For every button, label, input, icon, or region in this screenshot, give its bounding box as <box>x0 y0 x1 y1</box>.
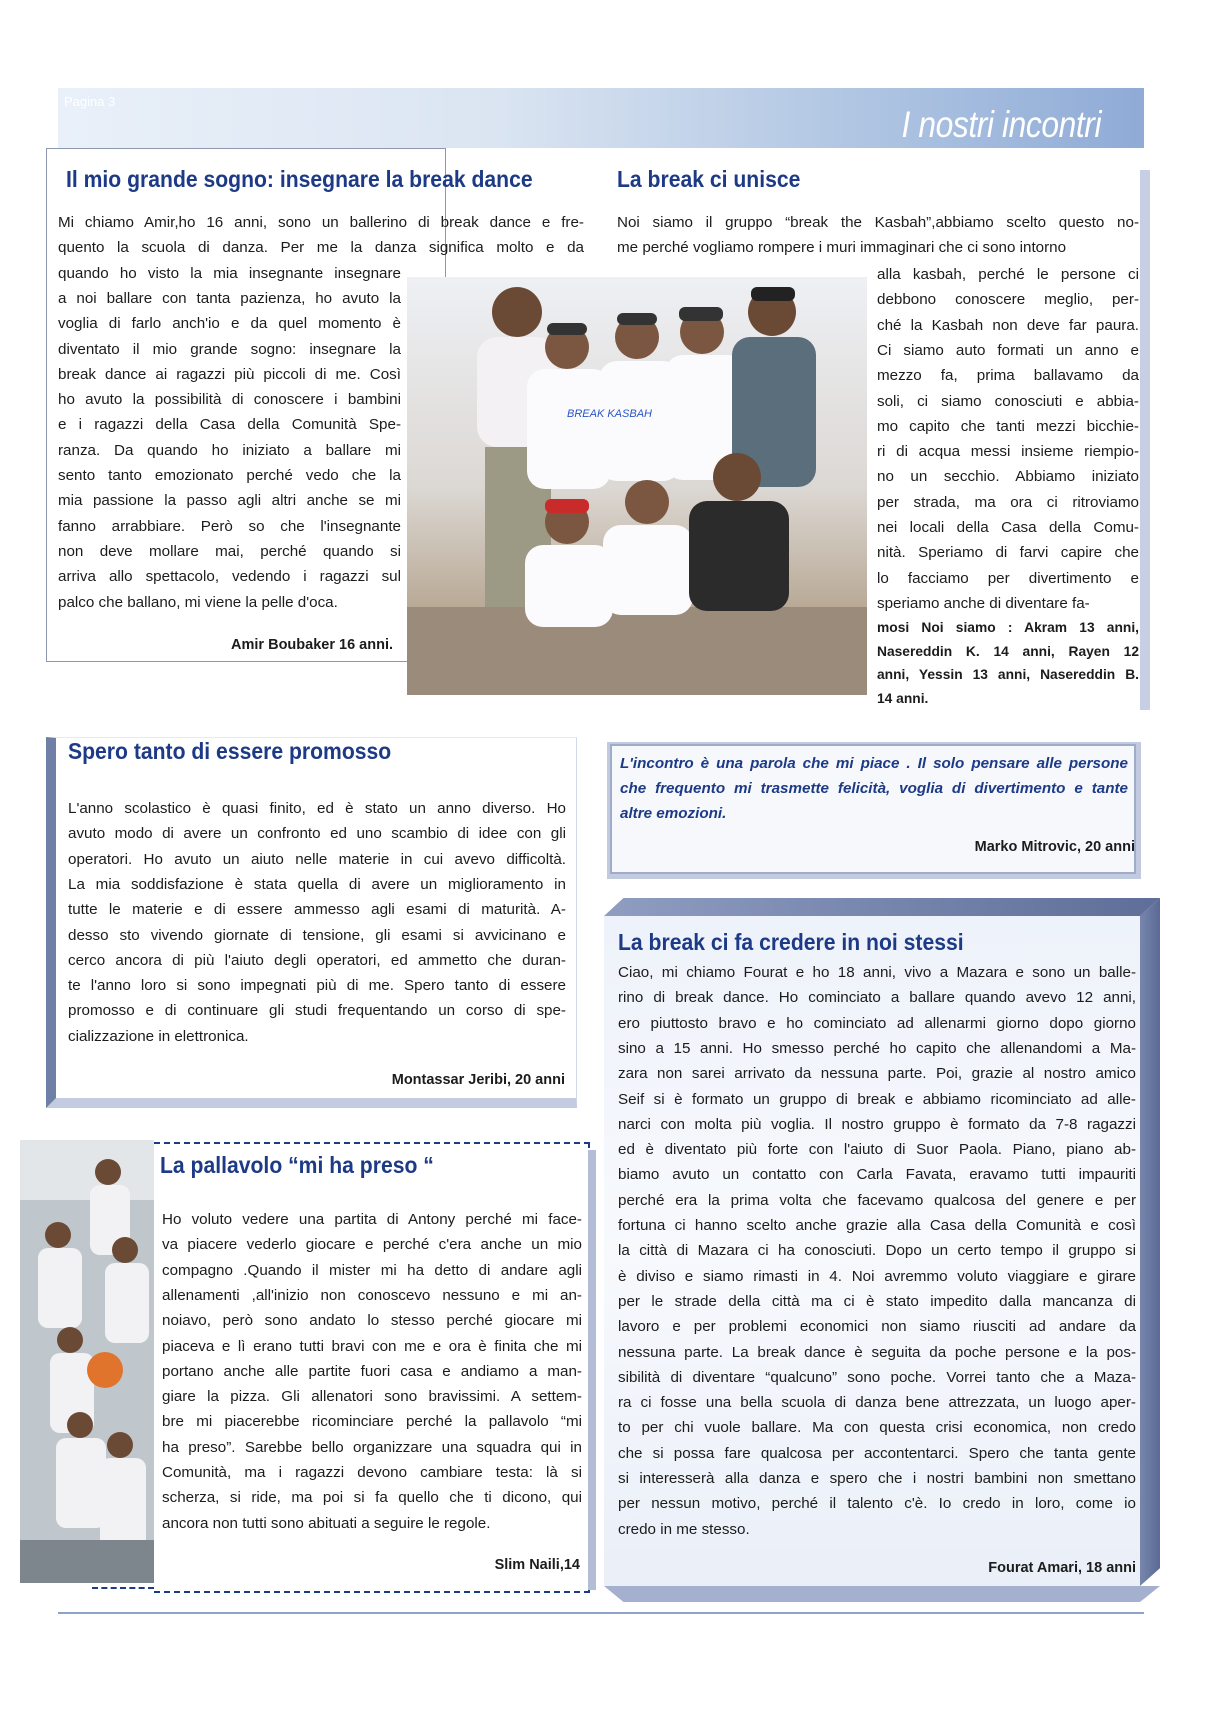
text-line: credo in me stesso. <box>618 1520 750 1538</box>
text-line: sento tanto emozionato perché vedo che la <box>58 467 401 484</box>
text-line: nessuna parte. La break dance è seguita da poche persone e la pos- <box>618 1343 1136 1361</box>
text-line: è diviso e siamo rimasti in 4. Noi avremmo voluto viaggiare e girare <box>618 1267 1136 1285</box>
article2-shadow <box>1140 170 1150 710</box>
text-line: to per chi vuole ballare. Ma con questa crisi economica, non credo <box>618 1419 1136 1437</box>
article2-title: La break ci unisce <box>617 166 801 192</box>
text-line: me perché vogliamo rompere i muri immaginari che ci sono intorno <box>617 239 1067 257</box>
text-line: debbono conoscere meglio, per- <box>877 291 1139 309</box>
article5-box-bottom <box>604 1586 1160 1602</box>
text-line: quando ho visto la mia insegnante insegnare <box>58 264 401 282</box>
text-line: sibilità di diventare “qualcuno” sono poche. Vorrei tanto che a Maza- <box>618 1368 1136 1386</box>
dance-group-illustration <box>407 277 867 695</box>
article4-signature: Slim Naili,14 <box>494 1557 580 1573</box>
text-line: bre mi piacerebbe ricominciare perché la pallavolo “mi <box>162 1413 582 1431</box>
text-line: e i ragazzi della Casa della Comunità Spe- <box>58 416 401 434</box>
text-line: avuto modo di avere un confronto ed uno scambio di idee con gli <box>68 825 566 843</box>
article4-shadow <box>588 1150 596 1590</box>
text-line: Ci siamo auto formati un anno e <box>877 341 1139 359</box>
text-line: ché la Kasbah non deve far paura. <box>877 316 1139 334</box>
text-line: L'incontro è una parola che mi piace . Il solo pensare alle persone <box>620 755 1128 772</box>
volleyball-team-illustration <box>20 1140 154 1583</box>
text-line: mo capito che tanti mezzi bicchie- <box>877 417 1139 435</box>
text-line: no un secchio. Abbiamo iniziato <box>877 468 1139 486</box>
text-line: sino a 15 anni. Ho smesso perché ho capito che allenandomi a Ma- <box>618 1039 1136 1057</box>
article3-title: Spero tanto di essere promosso <box>68 738 392 764</box>
text-line: rino di break dance. Ho cominciato a ballare quando avevo 12 anni, <box>618 989 1136 1007</box>
text-line: ancora non tutti sono abituati a seguire le regole. <box>162 1514 491 1532</box>
dance-group-photo <box>407 277 867 695</box>
text-line: anni, Yessin 13 anni, Nasereddin B. <box>877 667 1139 682</box>
article3-signature: Montassar Jeribi, 20 anni <box>391 1072 565 1088</box>
text-line: ho avuto la possibilità di conoscere i bambini <box>58 391 401 409</box>
text-line: break dance ai ragazzi più piccoli di me. Così <box>58 365 401 383</box>
text-line: palco che ballano, mi viene la pelle d'oca. <box>58 593 338 611</box>
text-line: giare la pizza. Gli allenatori sono bravissimi. A settem- <box>162 1388 582 1406</box>
text-line: fortuna ci hanno scelto anche grazie alla Casa della Comunità e così <box>618 1217 1136 1234</box>
text-line: biamo avuto un contatto con Carla Favata, eravamo tutti impauriti <box>618 1166 1136 1184</box>
text-line: Ciao, mi chiamo Fourat e ho 18 anni, vivo a Mazara e sono un balle- <box>618 964 1136 981</box>
text-line: a noi ballare con tanta pazienza, ho avuto la <box>58 289 401 307</box>
volleyball-team-photo <box>20 1140 154 1583</box>
text-line: operatori. Ho avuto un aiuto nelle materie in cui avevo difficoltà. <box>68 850 566 868</box>
text-line: Seif si è formato un gruppo di break e abbiamo ricominciato ad alle- <box>618 1090 1136 1108</box>
text-line: perché era la prima volta che facevamo qualcosa del genere e per <box>618 1191 1136 1209</box>
text-line: voglia di farlo anch'io e da quel momento è <box>58 315 401 333</box>
text-line: ha preso”. Sarebbe bello organizzare una squadra qui in <box>162 1438 582 1456</box>
text-line: narci con molta più voglia. Il nostro gruppo è formato da 7-8 ragazzi <box>618 1115 1136 1133</box>
text-line: alla kasbah, perché le persone ci <box>877 266 1139 283</box>
text-line: te l'anno loro si sono impegnati più di me. Spero tanto di essere <box>68 977 566 995</box>
text-line: noiavo, però sono andato lo stesso perché giocare mi <box>162 1312 582 1330</box>
text-line: ri di acqua messi insieme riempio- <box>877 443 1139 461</box>
text-line: ranza. Da quando ho iniziato a ballare mi <box>58 441 401 459</box>
text-line: tutte le materie e di essere ammesso agli esami di maturità. A- <box>68 901 566 919</box>
text-line: zara non sarei arrivato da nessuna parte. Poi, grazie al nostro amico <box>618 1065 1136 1083</box>
text-line: promosso e di continuare gli studi frequentando un corso di spe- <box>68 1002 566 1020</box>
text-line: lavoro e per problemi economici non siamo riusciti ad andare da <box>618 1318 1136 1336</box>
text-line: si interesserà alla danza e spero che i nostri bambini non smettano <box>618 1470 1136 1487</box>
text-line: Ho voluto vedere una partita di Antony perché mi face- <box>162 1211 582 1228</box>
text-line: la città di Mazara ci ha conosciuti. Dopo un certo tempo il gruppo si <box>618 1242 1136 1260</box>
section-title: I nostri incontri <box>901 104 1101 145</box>
article5-box-top <box>604 898 1160 916</box>
text-line: altre emozioni. <box>620 805 727 822</box>
text-line: cerco ancora di più l'aiuto degli operatori, ed ammetto che duran- <box>68 951 566 969</box>
text-line: Nasereddin K. 14 anni, Rayen 12 <box>877 643 1139 659</box>
text-line: fanno arrabbiare. Però so che l'insegnante <box>58 517 401 535</box>
text-line: diventato il mio grande sogno: insegnare la <box>58 340 401 358</box>
article5-box-side <box>1140 898 1160 1586</box>
text-line: che si possa fare qualcosa per accontentarci. Spero che tanta gente <box>618 1444 1136 1462</box>
shirt-logo-text: BREAK KASBAH <box>567 408 652 420</box>
text-line: non deve mollare mai, perché quando si <box>58 542 401 560</box>
text-line: ra ci fosse una bella scuola di danza bene attrezzata, un luogo aper- <box>618 1394 1136 1412</box>
text-line: mia passione la passo agli altri anche se mi <box>58 492 401 510</box>
text-line: Noi siamo il gruppo “break the Kasbah”,abbiamo scelto questo no- <box>617 214 1139 231</box>
text-line: speriamo anche di diventare fa- <box>877 594 1090 612</box>
text-line: Comunità, ma i ragazzi devono cambiare testa: là si <box>162 1464 582 1481</box>
text-line: ero piuttosto bravo e ho cominciato ad allenarmi giorno dopo giorno <box>618 1014 1136 1032</box>
text-line: nei locali della Casa della Comu- <box>877 519 1139 536</box>
text-line: per strada, ma ora ci ritroviamo <box>877 493 1139 511</box>
text-line: portano anche alle partite fuori casa e andiamo a man- <box>162 1362 582 1380</box>
text-line: cializzazione in elettronica. <box>68 1027 249 1045</box>
text-line: mosi Noi siamo : Akram 13 anni, <box>877 620 1139 635</box>
text-line: La mia soddisfazione è stata quella di avere un miglioramento in <box>68 875 566 893</box>
text-line: allenamenti ,all'inizio non conoscevo nessuno e mi an- <box>162 1286 582 1304</box>
text-line: desso sto vivendo giornate di tensione, gli esami si avvicinano e <box>68 926 566 944</box>
text-line: ed è diventato più forte con l'aiuto di Suor Paola. Piano, piano ab- <box>618 1141 1136 1159</box>
text-line: nità. Speriamo di farvi capire che <box>877 544 1139 562</box>
text-line: compagno .Quando il mister mi ha detto di andare agli <box>162 1261 582 1279</box>
text-line: va piacere vederlo giocare e perché c'era anche un mio <box>162 1236 582 1254</box>
article5-title: La break ci fa credere in noi stessi <box>618 929 964 955</box>
article4-dashed-frame-bottom-left <box>92 1587 154 1589</box>
text-line: Mi chiamo Amir,ho 16 anni, sono un ballerino di break dance e fre- <box>58 214 584 231</box>
footer-rule <box>58 1612 1144 1614</box>
page-number: Pagina 3 <box>64 94 116 109</box>
text-line: soli, ci siamo conosciuti e abbia- <box>877 392 1139 410</box>
text-line: per le strade della città ma ci è stato impedito dalla mancanza di <box>618 1292 1136 1310</box>
text-line: lo facciamo per divertimento e <box>877 569 1139 587</box>
text-line: 14 anni. <box>877 690 929 706</box>
text-line: che frequento mi trasmette felicità, voglia di divertimento e tante <box>620 780 1128 797</box>
article1-signature: Amir Boubaker 16 anni. <box>231 637 393 653</box>
text-line: quento la scuola di danza. Per me la danza significa molto e da <box>58 239 584 257</box>
text-line: L'anno scolastico è quasi finito, ed è stato un anno diverso. Ho <box>68 800 566 817</box>
text-line: mezzo fa, prima ballavamo da <box>877 367 1139 385</box>
text-line: arriva allo spettacolo, vedendo i ragazzi sul <box>58 568 401 586</box>
text-line: per nessun motivo, perché il talento c'è. Io credo in loro, come io <box>618 1495 1136 1513</box>
text-line: piaceva e lì erano tutti bravi con me e ora è finita che mi <box>162 1337 582 1355</box>
article4-title: La pallavolo “mi ha preso “ <box>160 1152 434 1178</box>
text-line: scherza, si ride, ma poi si fa quello che ti dicono, qui <box>162 1489 582 1507</box>
quote-signature: Marko Mitrovic, 20 anni <box>974 839 1135 855</box>
article5-signature: Fourat Amari, 18 anni <box>988 1560 1136 1576</box>
article1-title: Il mio grande sogno: insegnare la break dance <box>66 166 533 192</box>
